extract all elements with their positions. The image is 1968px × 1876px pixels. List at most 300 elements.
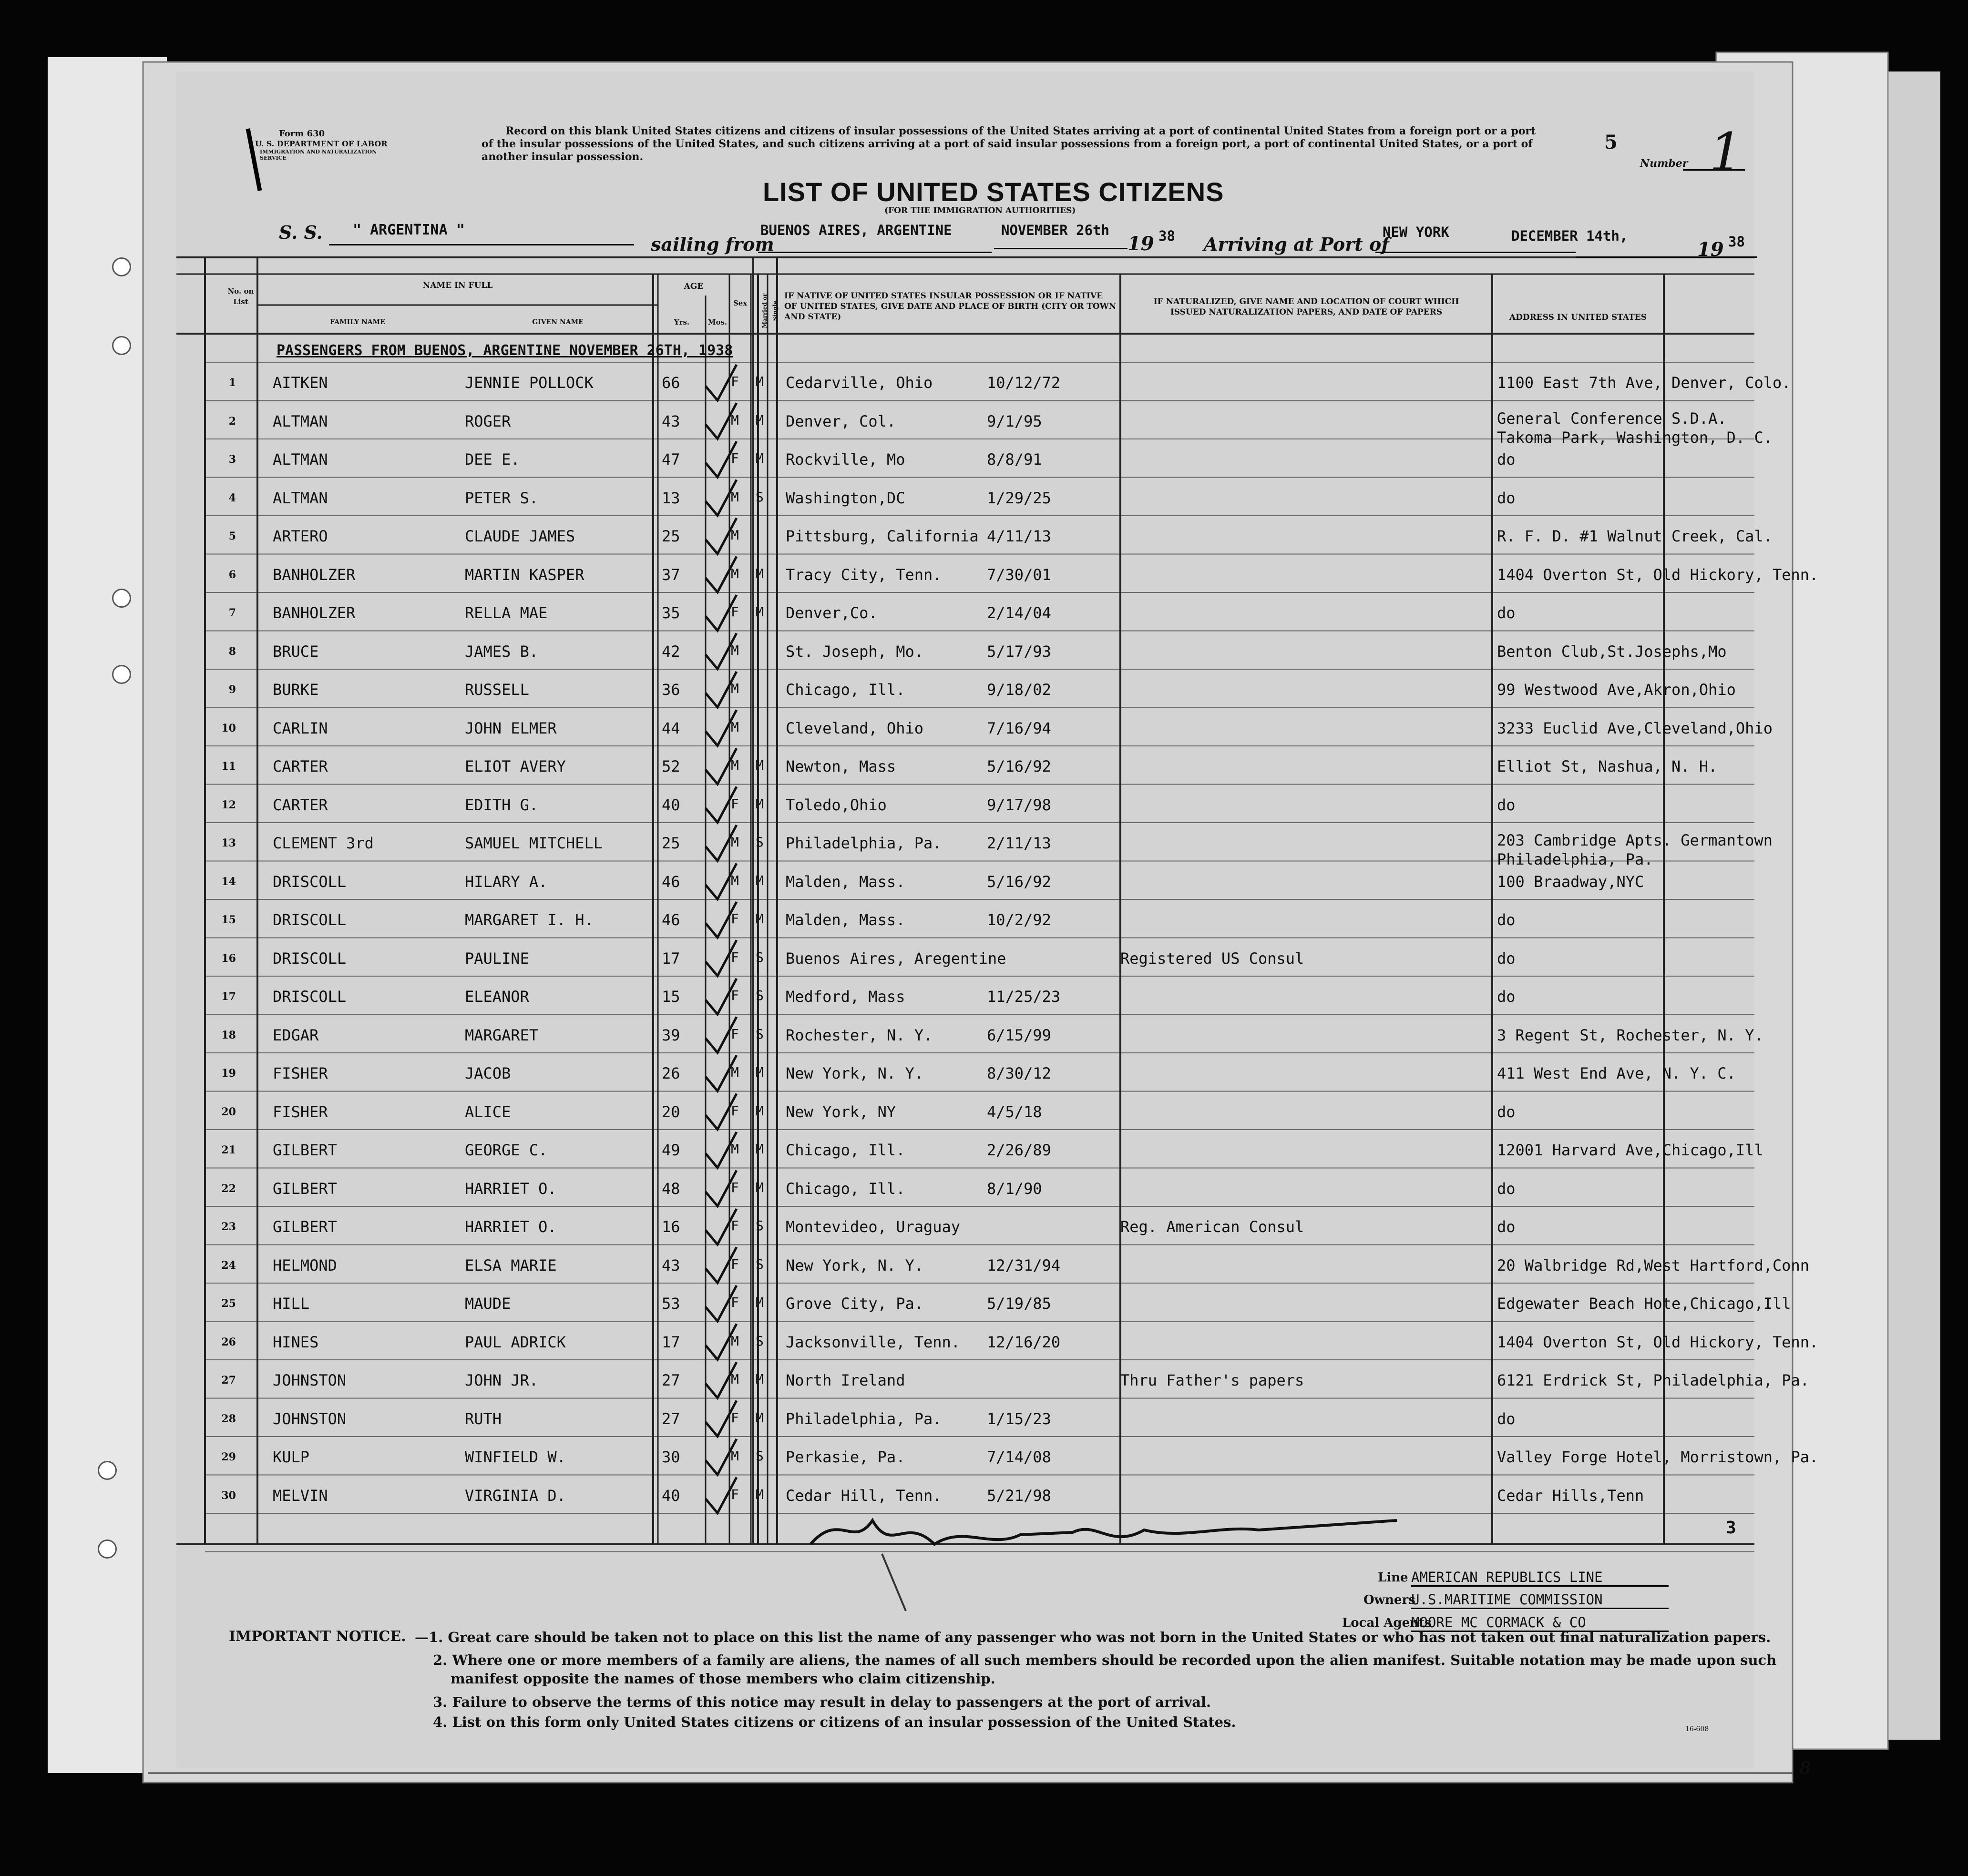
marital-status: M: [756, 872, 764, 888]
header-sex: Sex: [733, 299, 748, 307]
birth-date: 2/26/89: [987, 1141, 1051, 1159]
arriving-label: Arriving at Port of: [1204, 234, 1389, 255]
family-name: HELMOND: [273, 1256, 337, 1274]
header-birth: IF NATIVE OF UNITED STATES INSULAR POSSESSION OR IF NATIVE OF UNITED STATES, GIVE DATE AND PLACE OF BIRTH (CITY OR TOWN AND STATE): [784, 291, 1117, 322]
address: do: [1497, 1409, 1516, 1428]
sex: M: [731, 642, 739, 658]
age-years: 27: [662, 1371, 680, 1389]
birth-place: Chicago, Ill.: [786, 681, 905, 699]
header-family-name: FAMILY NAME: [330, 318, 385, 326]
notice-1: —1. Great care should be taken not to place on this list the name of any passenger who was not born in the United States or who has not taken out final naturalization papers.: [415, 1629, 1771, 1645]
family-name: BANHOLZER: [273, 604, 356, 622]
table-row: [0, 1288, 1968, 1326]
header-address: ADDRESS IN UNITED STATES: [1509, 313, 1647, 322]
notice-4: 4. List on this form only United States citizens or citizens of an insular possession of the United States.: [433, 1714, 1236, 1730]
birth-date: 9/1/95: [987, 412, 1042, 430]
list-number: 27: [221, 1374, 236, 1387]
given-name: WINFIELD W.: [465, 1448, 566, 1466]
table-row: [0, 1250, 1968, 1288]
birth-place: Buenos Aires, Aregentine: [786, 949, 1006, 968]
marital-status: M: [756, 1064, 764, 1080]
age-years: 27: [662, 1409, 680, 1428]
departure-date: NOVEMBER 26th: [1001, 222, 1109, 238]
sex: F: [731, 911, 739, 927]
family-name: BANHOLZER: [273, 565, 356, 584]
age-years: 25: [662, 527, 680, 545]
sex: F: [731, 949, 739, 965]
list-number: 22: [221, 1182, 236, 1195]
table-row: [0, 943, 1968, 981]
date-underline: [994, 248, 1128, 249]
birth-place: Philadelphia, Pa.: [786, 834, 942, 852]
family-name: JOHNSTON: [273, 1409, 347, 1428]
age-years: 44: [662, 719, 680, 737]
birth-date: 5/17/93: [987, 642, 1051, 661]
table-row: [0, 597, 1968, 635]
sex: M: [731, 1064, 739, 1080]
address: R. F. D. #1 Walnut Creek, Cal.: [1497, 527, 1773, 545]
birth-place: New York, N. Y.: [786, 1256, 923, 1274]
birth-date: 5/21/98: [987, 1486, 1051, 1505]
sex: M: [731, 489, 739, 505]
birth-place: Cedar Hill, Tenn.: [786, 1486, 942, 1505]
marital-status: M: [756, 1295, 764, 1310]
sex: F: [731, 374, 739, 389]
address: do: [1497, 795, 1516, 814]
address: 6121 Erdrick St, Philadelphia, Pa.: [1497, 1371, 1810, 1389]
birth-place: Jacksonville, Tenn.: [786, 1333, 961, 1351]
table-row: [0, 1441, 1968, 1479]
age-years: 25: [662, 834, 680, 852]
punch-hole: [112, 257, 131, 276]
birth-place: Malden, Mass.: [786, 872, 905, 891]
family-name: AITKEN: [273, 374, 328, 392]
birth-date: 4/11/13: [987, 527, 1051, 545]
marital-status: S: [756, 988, 764, 1003]
table-row: [0, 827, 1968, 866]
given-name: ALICE: [465, 1102, 511, 1121]
list-number: 17: [221, 990, 236, 1003]
marital-status: M: [756, 374, 764, 389]
given-name: VIRGINIA D.: [465, 1486, 566, 1505]
birth-date: 1/15/23: [987, 1409, 1051, 1428]
given-name: MARTIN KASPER: [465, 565, 584, 584]
sex: M: [731, 1371, 739, 1387]
family-name: DRISCOLL: [273, 911, 347, 929]
sailing-label: sailing from: [651, 234, 774, 255]
family-name: BURKE: [273, 681, 319, 699]
bottom-form-code: 16-608: [1685, 1725, 1709, 1733]
header-naturalized: IF NATURALIZED, GIVE NAME AND LOCATION OF COURT WHICH ISSUED NATURALIZATION PAPERS, AND DATE OF PAPERS: [1153, 297, 1459, 317]
family-name: GILBERT: [273, 1141, 337, 1159]
given-name: HILARY A.: [465, 872, 548, 891]
form-title: LIST OF UNITED STATES CITIZENS: [763, 177, 1224, 207]
given-name: ELIOT AVERY: [465, 757, 566, 775]
birth-date: 10/12/72: [987, 374, 1061, 392]
table-row: [0, 674, 1968, 712]
list-number: 12: [221, 798, 236, 811]
given-name: JAMES B.: [465, 642, 539, 661]
family-name: KULP: [273, 1448, 310, 1466]
birth-place: Rochester, N. Y.: [786, 1026, 933, 1044]
form-instructions: Record on this blank United States citizens and citizens of insular possessions of the United States arriving at a port of continental United States from a foreign port or a port of the insular possessions of the United States, and such citizens arriving at a port of said insular possessions from a foreign port, a port of continental United States, or a port of another insular possession.: [482, 125, 1536, 163]
address: 100 Braadway,NYC: [1497, 872, 1644, 891]
marital-status: S: [756, 949, 764, 965]
age-years: 13: [662, 489, 680, 507]
age-years: 46: [662, 911, 680, 929]
given-name: ROGER: [465, 412, 511, 430]
naturalization: Thru Father's papers: [1120, 1371, 1304, 1389]
sex: M: [731, 681, 739, 696]
port-underline: [1375, 252, 1576, 253]
birth-date: 12/31/94: [987, 1256, 1061, 1274]
marital-status: M: [756, 1409, 764, 1426]
sex: F: [731, 1409, 739, 1426]
age-years: 40: [662, 1486, 680, 1505]
age-years: 49: [662, 1141, 680, 1159]
given-name: GEORGE C.: [465, 1141, 548, 1159]
address: Cedar Hills,Tenn: [1497, 1486, 1644, 1505]
list-number: 3: [228, 453, 236, 466]
address: do: [1497, 1102, 1516, 1121]
address: 1100 East 7th Ave, Denver, Colo.: [1497, 374, 1791, 392]
sex: F: [731, 1218, 739, 1234]
sex: M: [731, 1448, 739, 1464]
table-row: [0, 1403, 1968, 1441]
header-months: Mos.: [707, 318, 728, 326]
sex: F: [731, 1102, 739, 1119]
number-value: 1: [1709, 122, 1742, 183]
page-count-mark: 3: [1726, 1518, 1736, 1538]
owners-label: Owners: [1363, 1593, 1415, 1607]
marital-status: M: [756, 565, 764, 581]
page-mark: 8: [1800, 1759, 1811, 1778]
agents-value: MOORE MC CORMACK & CO: [1411, 1614, 1669, 1632]
marital-status: S: [756, 1218, 764, 1234]
age-years: 53: [662, 1295, 680, 1313]
address-line-2: Takoma Park, Washington, D. C.: [1497, 428, 1773, 447]
list-number: 14: [221, 875, 236, 888]
given-name: EDITH G.: [465, 795, 539, 814]
marital-status: M: [756, 1371, 764, 1387]
list-number: 2: [228, 415, 236, 428]
table-row: [0, 636, 1968, 674]
birth-place: Philadelphia, Pa.: [786, 1409, 942, 1428]
address: 3233 Euclid Ave,Cleveland,Ohio: [1497, 719, 1773, 737]
birth-place: Rockville, Mo: [786, 450, 905, 469]
birth-place: North Ireland: [786, 1371, 905, 1389]
sex: M: [731, 527, 739, 543]
birth-date: 2/11/13: [987, 834, 1051, 852]
form-subtitle: (FOR THE IMMIGRATION AUTHORITIES): [884, 206, 1076, 215]
list-number: 8: [228, 645, 236, 658]
departure-port: BUENOS AIRES, ARGENTINE: [760, 222, 952, 238]
birth-place: St. Joseph, Mo.: [786, 642, 923, 661]
given-name: PAUL ADRICK: [465, 1333, 566, 1351]
family-name: EDGAR: [273, 1026, 319, 1044]
birth-date: 10/2/92: [987, 911, 1051, 929]
age-years: 43: [662, 1256, 680, 1274]
list-number: 10: [221, 722, 236, 734]
age-years: 36: [662, 681, 680, 699]
list-number: 18: [221, 1029, 236, 1041]
list-number: 9: [228, 683, 236, 696]
table-row: [0, 559, 1968, 597]
age-years: 37: [662, 565, 680, 584]
birth-date: 9/17/98: [987, 795, 1051, 814]
given-name: PAULINE: [465, 949, 529, 968]
age-years: 40: [662, 795, 680, 814]
birth-date: 8/30/12: [987, 1064, 1051, 1082]
sex: F: [731, 988, 739, 1003]
age-years: 20: [662, 1102, 680, 1121]
list-number: 29: [221, 1451, 236, 1463]
family-name: ARTERO: [273, 527, 328, 545]
header-age: AGE: [684, 282, 704, 291]
birth-date: 4/5/18: [987, 1102, 1042, 1121]
age-years: 16: [662, 1218, 680, 1236]
departure-year: 38: [1158, 228, 1175, 244]
birth-date: 5/16/92: [987, 872, 1051, 891]
table-row: [0, 1365, 1968, 1403]
birth-place: Toledo,Ohio: [786, 795, 887, 814]
address: Benton Club,St.Josephs,Mo: [1497, 642, 1727, 661]
age-years: 35: [662, 604, 680, 622]
address: 1404 Overton St, Old Hickory, Tenn.: [1497, 565, 1819, 584]
arrival-year: 38: [1728, 234, 1745, 250]
address: do: [1497, 489, 1516, 507]
list-number: 11: [221, 760, 236, 773]
sex: M: [731, 1333, 739, 1349]
family-name: MELVIN: [273, 1486, 328, 1505]
birth-place: Denver, Col.: [786, 412, 896, 430]
marital-status: S: [756, 1256, 764, 1272]
age-years: 17: [662, 1333, 680, 1351]
sex: M: [731, 757, 739, 773]
age-years: 17: [662, 949, 680, 968]
table-row: [0, 981, 1968, 1019]
header-given-name: GIVEN NAME: [532, 318, 584, 326]
birth-date: 11/25/23: [987, 988, 1061, 1006]
sex: F: [731, 604, 739, 620]
naturalization: Reg. American Consul: [1120, 1218, 1304, 1236]
sex: F: [731, 795, 739, 812]
family-name: HINES: [273, 1333, 319, 1351]
marital-status: M: [756, 1179, 764, 1195]
sex: M: [731, 872, 739, 888]
notice-title: IMPORTANT NOTICE.: [229, 1628, 406, 1645]
age-years: 39: [662, 1026, 680, 1044]
form-number: Form 630: [279, 129, 325, 139]
given-name: MARGARET: [465, 1026, 539, 1044]
notice-2: 2. Where one or more members of a family are aliens, the names of all such members should be recorded upon the alien manifest. Suitable notation may be made upon such: [433, 1652, 1777, 1668]
age-years: 26: [662, 1064, 680, 1082]
header-name-in-full: NAME IN FULL: [422, 281, 493, 290]
sex: M: [731, 719, 739, 735]
address: do: [1497, 1179, 1516, 1198]
header-married-single: Married or Single: [761, 293, 779, 328]
birth-date: 5/16/92: [987, 757, 1051, 775]
birth-place: Pittsburg, California: [786, 527, 979, 545]
ship-name: " ARGENTINA ": [353, 222, 465, 238]
address: do: [1497, 988, 1516, 1006]
table-row: [0, 1480, 1968, 1518]
family-name: CARTER: [273, 757, 328, 775]
birth-place: New York, N. Y.: [786, 1064, 923, 1082]
punch-hole: [112, 336, 131, 355]
arrival-underline: [1576, 256, 1757, 258]
table-row: [0, 789, 1968, 827]
marital-status: S: [756, 1448, 764, 1464]
address: 411 West End Ave, N. Y. C.: [1497, 1064, 1736, 1082]
age-years: 46: [662, 872, 680, 891]
owners-value: U.S.MARITIME COMMISSION: [1411, 1591, 1669, 1609]
address: 20 Walbridge Rd,West Hartford,Conn: [1497, 1256, 1810, 1274]
age-years: 52: [662, 757, 680, 775]
family-name: ALTMAN: [273, 412, 328, 430]
family-name: CARLIN: [273, 719, 328, 737]
address: General Conference S.D.A.: [1497, 409, 1727, 428]
table-row: [0, 1020, 1968, 1058]
birth-date: 9/18/02: [987, 681, 1051, 699]
given-name: JENNIE POLLOCK: [465, 374, 594, 392]
address: do: [1497, 450, 1516, 469]
address: 3 Regent St, Rochester, N. Y.: [1497, 1026, 1763, 1044]
age-years: 30: [662, 1448, 680, 1466]
birth-place: Washington,DC: [786, 489, 905, 507]
list-number: 13: [221, 837, 236, 849]
birth-place: Montevideo, Uraguay: [786, 1218, 961, 1236]
marital-status: M: [756, 1141, 764, 1157]
table-row: [0, 751, 1968, 789]
family-name: GILBERT: [273, 1218, 337, 1236]
naturalization: Registered US Consul: [1120, 949, 1304, 968]
arrival-year-prefix: 19: [1697, 238, 1724, 261]
birth-date: 6/15/99: [987, 1026, 1051, 1044]
table-row: [0, 444, 1968, 482]
given-name: PETER S.: [465, 489, 539, 507]
birth-place: Chicago, Ill.: [786, 1179, 905, 1198]
marital-status: S: [756, 1026, 764, 1042]
birth-place: Cleveland, Ohio: [786, 719, 923, 737]
address: do: [1497, 604, 1516, 622]
department-name: U. S. DEPARTMENT OF LABOR: [255, 139, 388, 148]
punch-hole: [98, 1540, 117, 1559]
list-number: 25: [221, 1297, 236, 1310]
address: Valley Forge Hotel, Morristown, Pa.: [1497, 1448, 1819, 1466]
marital-status: S: [756, 834, 764, 850]
given-name: JOHN ELMER: [465, 719, 557, 737]
table-row: [0, 1058, 1968, 1096]
sex: F: [731, 1486, 739, 1502]
list-number: 20: [221, 1105, 236, 1118]
given-name: MARGARET I. H.: [465, 911, 594, 929]
list-number: 5: [228, 530, 236, 542]
birth-place: Medford, Mass: [786, 988, 905, 1006]
arrival-port: NEW YORK: [1383, 224, 1449, 240]
sex: F: [731, 1256, 739, 1272]
age-years: 15: [662, 988, 680, 1006]
age-years: 47: [662, 450, 680, 469]
birth-place: Denver,Co.: [786, 604, 878, 622]
sex: M: [731, 412, 739, 428]
arrival-date: DECEMBER 14th,: [1511, 228, 1628, 244]
family-name: GILBERT: [273, 1179, 337, 1198]
list-number: 16: [221, 952, 236, 965]
birth-place: Chicago, Ill.: [786, 1141, 905, 1159]
sex: M: [731, 565, 739, 581]
family-name: ALTMAN: [273, 450, 328, 469]
address: Elliot St, Nashua, N. H.: [1497, 757, 1718, 775]
list-number: 28: [221, 1412, 236, 1425]
table-row: [0, 1211, 1968, 1249]
marital-status: M: [756, 757, 764, 773]
age-years: 66: [662, 374, 680, 392]
list-number: 26: [221, 1336, 236, 1348]
birth-place: New York, NY: [786, 1102, 896, 1121]
given-name: HARRIET O.: [465, 1179, 557, 1198]
header-list-number: No. on List: [227, 287, 254, 306]
marital-status: M: [756, 1102, 764, 1119]
section-heading: PASSENGERS FROM BUENOS, ARGENTINE NOVEMBER 26TH, 1938: [277, 342, 733, 359]
marital-status: S: [756, 489, 764, 505]
table-row: [0, 1326, 1968, 1365]
line-label: Line: [1378, 1570, 1408, 1585]
age-years: 43: [662, 412, 680, 430]
given-name: CLAUDE JAMES: [465, 527, 575, 545]
address: do: [1497, 949, 1516, 968]
family-name: ALTMAN: [273, 489, 328, 507]
list-number: 21: [221, 1144, 236, 1156]
given-name: DEE E.: [465, 450, 520, 469]
family-name: BRUCE: [273, 642, 319, 661]
birth-place: Malden, Mass.: [786, 911, 905, 929]
birth-date: 8/1/90: [987, 1179, 1042, 1198]
address: do: [1497, 911, 1516, 929]
address: 99 Westwood Ave,Akron,Ohio: [1497, 681, 1736, 699]
given-name: JACOB: [465, 1064, 511, 1082]
birth-place: Perkasie, Pa.: [786, 1448, 905, 1466]
table-row: [0, 713, 1968, 751]
birth-date: 5/19/85: [987, 1295, 1051, 1313]
table-row: [0, 866, 1968, 904]
given-name: RUTH: [465, 1409, 502, 1428]
table-row: [0, 367, 1968, 405]
table-row: [0, 904, 1968, 942]
birth-date: 7/14/08: [987, 1448, 1051, 1466]
given-name: RUSSELL: [465, 681, 529, 699]
departure-underline: [758, 252, 992, 253]
header-years: Yrs.: [674, 318, 690, 326]
table-row: [0, 1134, 1968, 1172]
notice-2-continued: manifest opposite the names of those members who claim citizenship.: [451, 1671, 995, 1687]
list-number: 4: [228, 491, 236, 504]
birth-place: Grove City, Pa.: [786, 1295, 923, 1313]
marital-status: M: [756, 795, 764, 812]
address-line-2: Philadelphia, Pa.: [1497, 850, 1653, 868]
marital-status: M: [756, 604, 764, 620]
birth-place: Newton, Mass: [786, 757, 896, 775]
given-name: MAUDE: [465, 1295, 511, 1313]
family-name: CLEMENT 3rd: [273, 834, 374, 852]
list-number: 7: [228, 607, 236, 619]
age-years: 48: [662, 1179, 680, 1198]
family-name: DRISCOLL: [273, 872, 347, 891]
marital-status: M: [756, 911, 764, 927]
list-number: 30: [221, 1489, 236, 1502]
ship-underline: [329, 244, 634, 245]
given-name: ELSA MARIE: [465, 1256, 557, 1274]
